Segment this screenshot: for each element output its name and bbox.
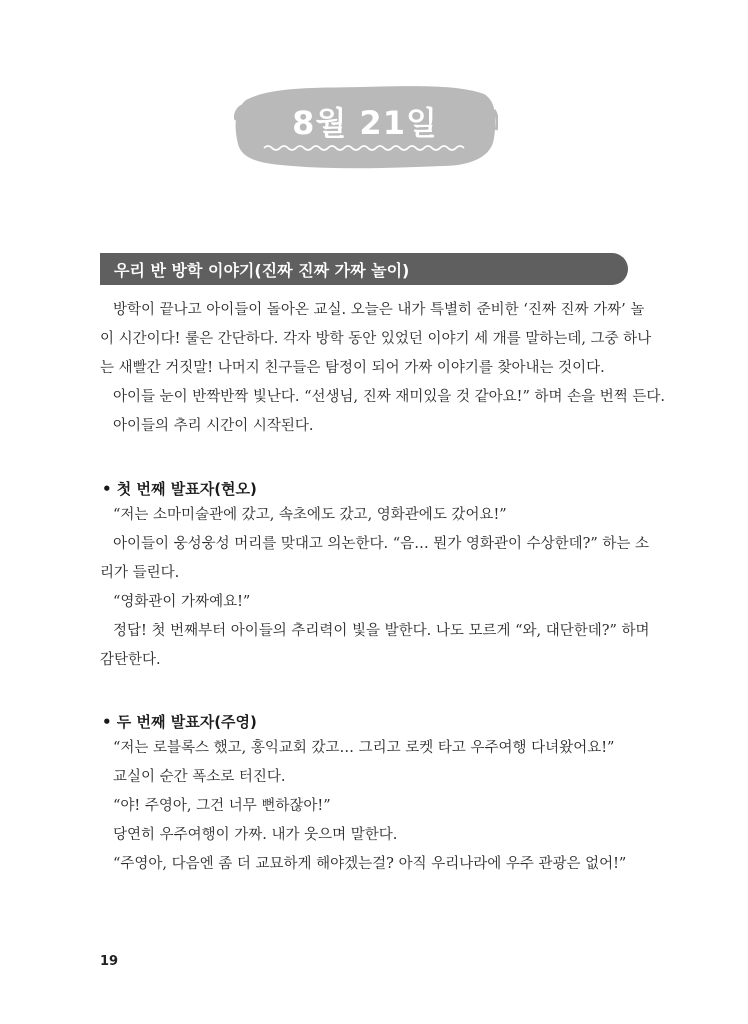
presenter1-heading: • 첫 번째 발표자(현오)	[102, 480, 257, 498]
date-badge	[232, 80, 498, 172]
presenter2-line: 당연히 우주여행이 가짜. 내가 웃으며 말한다.	[113, 827, 398, 843]
presenter1-line: 정답! 첫 번째부터 아이들의 추리력이 빛을 발한다. 나도 모르게 “와, 대단한데?” 하며	[113, 623, 650, 639]
presenter1-paragraph	[100, 501, 650, 675]
presenter2-line: “야! 주영아, 그건 너무 뻔하잖아!”	[113, 798, 331, 814]
presenter1-line: 아이들이 웅성웅성 머리를 맞대고 의논한다. “음… 뭔가 영화관이 수상한데?” 하는 소	[113, 536, 650, 552]
intro-line: 아이들 눈이 반짝반짝 빛난다. “선생님, 진짜 재미있을 것 같아요!” 하며 손을 번쩍 든다.	[113, 389, 666, 405]
intro-line: 이 시간이다! 룰은 간단하다. 각자 방학 동안 있었던 이야기 세 개를 말하는데, 그중 하나	[100, 331, 652, 347]
date-title: 8월 21일	[292, 104, 438, 142]
presenter2-heading: • 두 번째 발표자(주영)	[102, 713, 257, 731]
presenter1-line: 리가 들린다.	[100, 565, 180, 581]
intro-paragraph	[100, 296, 666, 441]
presenter2-line: “주영아, 다음엔 좀 더 교묘하게 해야겠는걸? 아직 우리나라에 우주 관광은 없어!”	[113, 856, 627, 872]
intro-line: 아이들의 추리 시간이 시작된다.	[113, 418, 314, 434]
intro-line: 는 새빨간 거짓말! 나머지 친구들은 탐정이 되어 가짜 이야기를 찾아내는 것이다.	[100, 360, 605, 376]
page-number: 19	[100, 954, 119, 969]
presenter1-line: 감탄한다.	[100, 652, 161, 668]
section-title: 우리 반 방학 이야기(진짜 진짜 가짜 놀이)	[114, 261, 410, 280]
presenter1-line: “영화관이 가짜예요!”	[113, 594, 251, 610]
presenter2-line: 교실이 순간 폭소로 터진다.	[113, 769, 286, 785]
presenter2-paragraph	[100, 734, 630, 879]
section-header-bar	[100, 253, 628, 285]
presenter2-line: “저는 로블록스 했고, 홍익교회 갔고… 그리고 로켓 타고 우주여행 다녀왔어요!”	[113, 740, 615, 756]
intro-line: 방학이 끝나고 아이들이 돌아온 교실. 오늘은 내가 특별히 준비한 ‘진짜 진짜 가짜’ 놀	[113, 302, 645, 318]
presenter1-line: “저는 소마미술관에 갔고, 속초에도 갔고, 영화관에도 갔어요!”	[113, 507, 507, 523]
